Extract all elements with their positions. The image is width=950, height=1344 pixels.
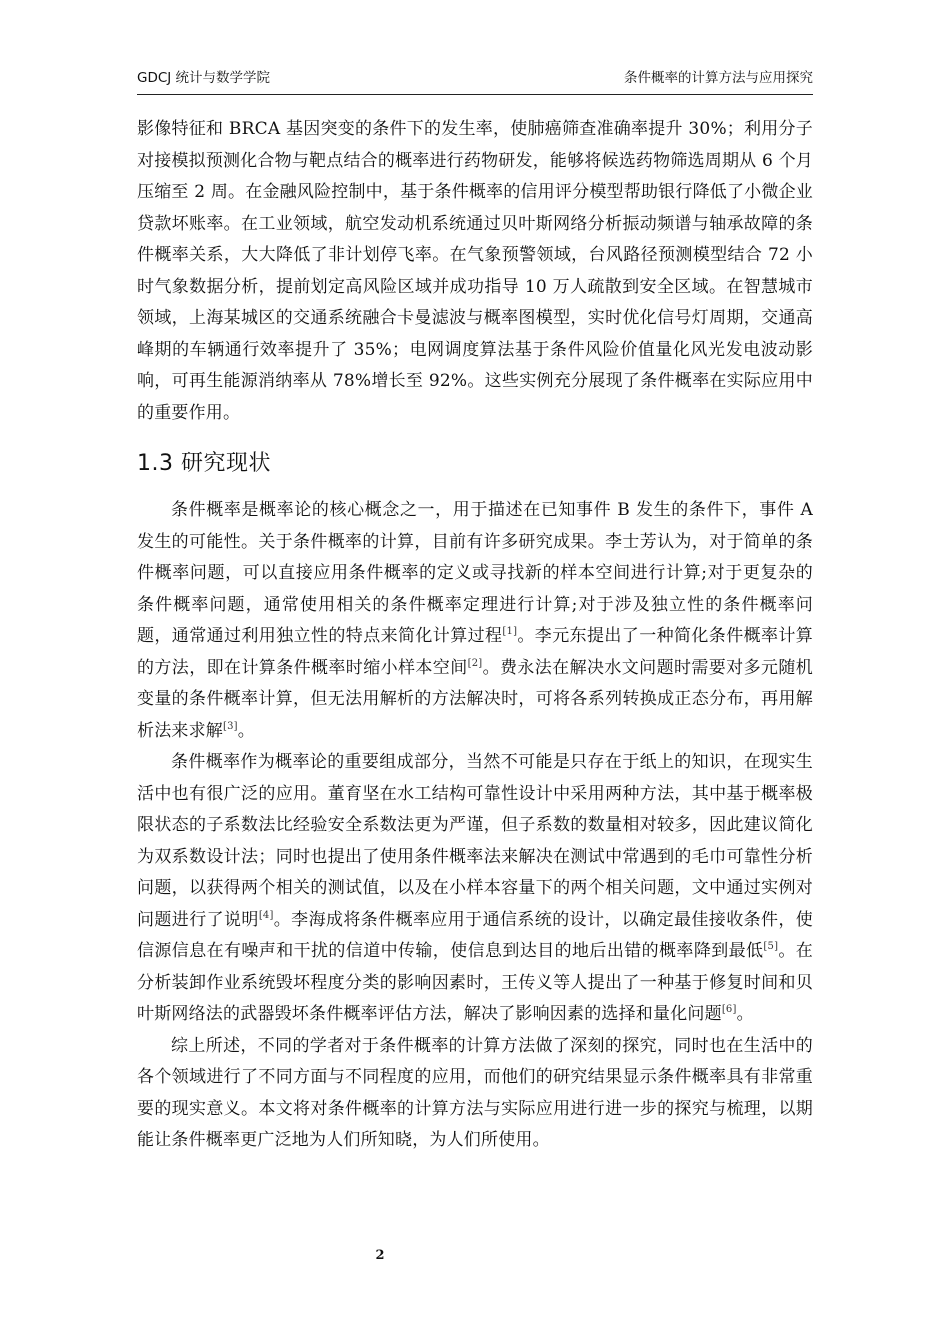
summary-paragraph: 综上所述，不同的学者对于条件概率的计算方法做了深刻的探究，同时也在生活中的各个领域进行了不同方面与不同程度的应用，而他们的研究结果显示条件概率具有非常重要的现实意义。本文将对条件概率的计算方法与实际应用进行进一步的探究与梳理，以期能让条件概率更广泛地为人们所知晓，为人们所使用。 <box>137 1035 813 1150</box>
research-paragraph-2 <box>137 747 813 1031</box>
header-paper-title: 条件概率的计算方法与应用探究 <box>624 70 813 86</box>
para2-text-1: 条件概率作为概率论的重要组成部分，当然不可能是只存在于纸上的知识，在现实生活中也有很广泛的应用。董育坚在水工结构可靠性设计中采用两种方法，其中基于概率极限状态的子系数法比经验安全系数法更为严谨，但子系数的数量相对较多，因此建议简化为双系数设计法；同时也提出了使用条件概率法来解决在测试中常遇到的毛巾可靠性分析问题，以获得两个相关的测试值，以及在小样本容量下的两个相关问题，文中通过实例对问题进行了说明 <box>137 752 813 930</box>
citation-2[interactable]: [2] <box>467 657 483 669</box>
para2-text-3: 。在分析装卸作业系统毁坏程度分类的影响因素时，王传义等人提出了一种基于修复时间和贝叶斯网络法的武器毁坏条件概率评估方法，解决了影响因素的选择和量化问题 <box>137 941 813 1024</box>
para1-text-3: 。费永法在解决水文问题时需要对多元随机变量的条件概率计算，但无法用解析的方法解决时，可将各系列转换成正态分布，再用解析法来求解 <box>137 657 813 741</box>
section-title: 1.3 研究现状 <box>137 451 271 476</box>
citation-3[interactable]: [3] <box>223 720 238 732</box>
citation-4[interactable]: [4] <box>258 909 274 921</box>
citation-6[interactable]: [6] <box>721 1004 737 1015</box>
citation-1[interactable]: [1] <box>502 626 518 637</box>
header-institution: GDCJ 统计与数学学院 <box>137 70 271 86</box>
para1-text-2: 。李元东提出了一种简化条件概率计算的方法，即在计算条件概率时缩小样本空间 <box>137 626 813 678</box>
page-header <box>137 64 813 86</box>
research-paragraph-1 <box>137 495 813 747</box>
page-body <box>137 114 813 1157</box>
header-divider <box>137 94 813 95</box>
citation-5[interactable]: [5] <box>763 941 779 952</box>
para2-text-2: 。李海成将条件概率应用于通信系统的设计，以确定最佳接收条件，使信源信息在有噪声和干扰的信道中传输，使信息到达目的地后出错的概率降到最低 <box>137 909 813 961</box>
para2-text-4: 。 <box>736 1004 754 1024</box>
para1-text-4: 。 <box>237 720 255 741</box>
page-number: 2 <box>375 1248 385 1263</box>
para1-text-1: 条件概率是概率论的核心概念之一，用于描述在已知事件 B 发生的条件下，事件 A 发生的可能性。关于条件概率的计算，目前有许多研究成果。李士芳认为，对于简单的条件概率问题，可以直接应用条件概率的定义或寻找新的样本空间进行计算;对于更复杂的条件概率问题，通常使用相关的条件概率定理进行计算;对于涉及独立性的条件概率问题，通常通过利用独立性的特点来简化计算过程 <box>137 500 813 646</box>
intro-paragraph: 影像特征和 BRCA 基因突变的条件下的发生率，使肺癌筛查准确率提升 30%；利用分子对接模拟预测化合物与靶点结合的概率进行药物研发，能够将候选药物筛选周期从 6 个月压缩至 2 周。在金融风险控制中，基于条件概率的信用评分模型帮助银行降低了小微企业贷款坏账率。在工业领域，航空发动机系统通过贝叶斯网络分析振动频谱与轴承故障的条件概率关系，大大降低了非计划停飞率。在气象预警领域，台风路径预测模型结合 72 小时气象数据分析，提前划定高风险区域并成功指导 10 万人疏散到安全区域。在智慧城市领域，上海某城区的交通系统融合卡曼滤波与概率图模型，实时优化信号灯周期，交通高峰期的车辆通行效率提升了 35%；电网调度算法基于条件风险价值量化风光发电波动影响，可再生能源消纳率从 78%增长至 92%。这些实例充分展现了条件概率在实际应用中的重要作用。 <box>137 119 813 423</box>
